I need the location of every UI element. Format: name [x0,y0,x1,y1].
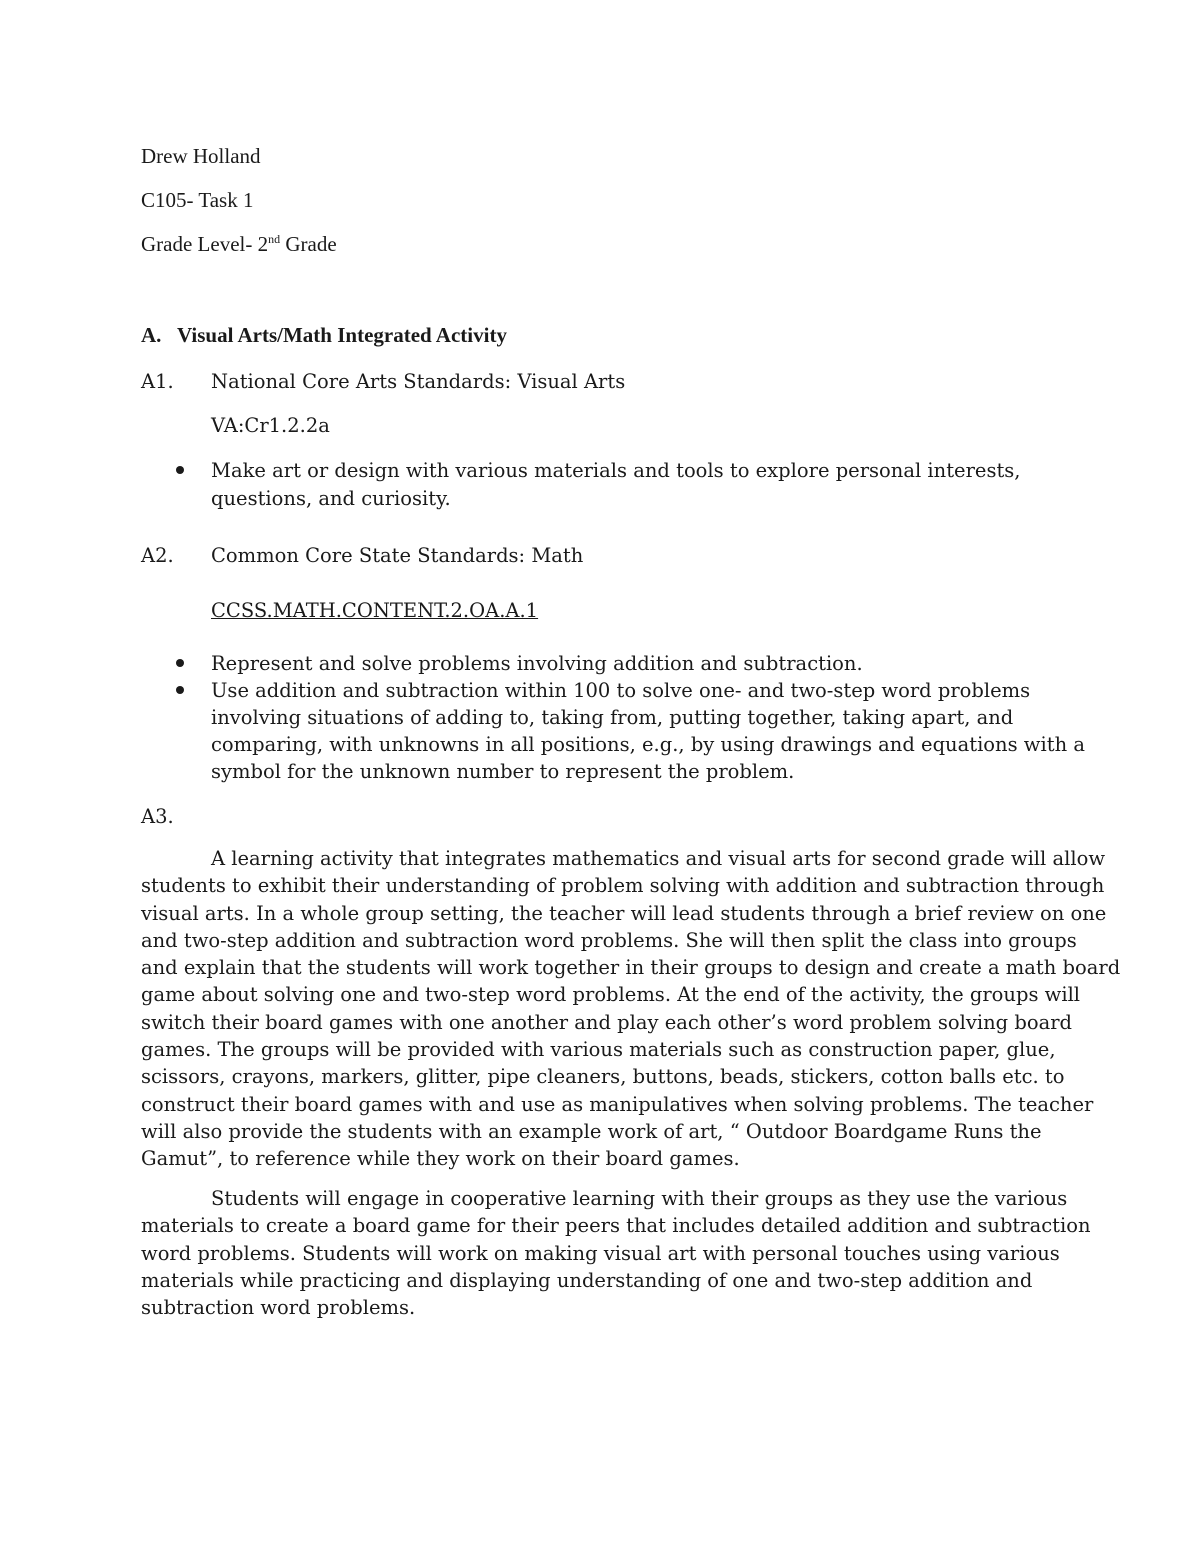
a2-bullet-2-line-1: Use addition and subtraction within 100 to solve one- and two-step word problems [211,679,1031,702]
text-line: scissors, crayons, markers, glitter, pipe cleaners, buttons, beads, stickers, cotton balls etc. to [141,1065,1065,1089]
text-line: Students will engage in cooperative learning with their groups as they use the various [211,1187,1068,1210]
text-line: game about solving one and two-step word problems. At the end of the activity, the groups will [141,983,1081,1007]
a3-paragraph-2 [141,1185,1091,1321]
a2-number: A2. [141,544,174,567]
text-line: games. The groups will be provided with various materials such as construction paper, glue, [141,1038,1056,1062]
grade-level-prefix: Grade Level- 2 [141,232,269,256]
a1-standard-code: VA:Cr1.2.2a [211,414,330,437]
grade-level-sup: nd [268,232,281,246]
text-line: construct their board games with and use as manipulatives when solving problems. The teacher [141,1092,1094,1116]
a2-bullet-2-line-3: comparing, with unknowns in all positions, e.g., by using drawings and equations with a [211,733,1085,756]
section-a-title: Visual Arts/Math Integrated Activity [177,323,507,347]
a3-number: A3. [141,805,174,828]
bullet-icon [176,466,184,474]
text-line: Gamut”, to reference while they work on their board games. [141,1147,740,1171]
text-line: materials while practicing and displaying understanding of one and two-step addition and [141,1268,1033,1292]
a2-bullet-2-line-4: symbol for the unknown number to represent the problem. [211,760,795,783]
author-name: Drew Holland [141,144,261,168]
text-line: and two-step addition and subtraction word problems. She will then split the class into groups [141,928,1077,952]
grade-level [141,231,337,258]
text-line: subtraction word problems. [141,1296,416,1320]
a1-number: A1. [141,370,174,393]
bullet-icon [176,659,184,667]
grade-level-suffix: Grade [280,232,337,256]
section-a-letter: A. [141,323,162,347]
a3-paragraph-1 [141,845,1120,1173]
bullet-icon [176,686,184,694]
text-line: switch their board games with one another and play each other’s word problem solving board [141,1010,1073,1034]
course-task: C105- Task 1 [141,188,254,212]
text-line: students to exhibit their understanding of problem solving with addition and subtraction through [141,874,1105,898]
a1-bullet-1-cont: questions, and curiosity. [211,487,451,510]
text-line: word problems. Students will work on making visual art with personal touches using various [141,1241,1060,1265]
a2-bullet-1: Represent and solve problems involving addition and subtraction. [211,652,863,675]
a2-title: Common Core State Standards: Math [211,544,584,567]
text-line: visual arts. In a whole group setting, the teacher will lead students through a brief review on one [141,901,1107,925]
a2-bullet-2-line-2: involving situations of adding to, taking from, putting together, taking apart, and [211,706,1014,729]
text-line: A learning activity that integrates mathematics and visual arts for second grade will allow [211,847,1106,870]
a1-bullet-1: Make art or design with various materials and tools to explore personal interests, [211,459,1021,482]
a1-title: National Core Arts Standards: Visual Arts [211,370,626,393]
a2-standard-code: CCSS.MATH.CONTENT.2.OA.A.1 [211,599,539,622]
text-line: and explain that the students will work together in their groups to design and create a math board [141,956,1121,980]
text-line: will also provide the students with an example work of art, “ Outdoor Boardgame Runs the [141,1119,1042,1143]
text-line: materials to create a board game for their peers that includes detailed addition and subtraction [141,1214,1091,1238]
